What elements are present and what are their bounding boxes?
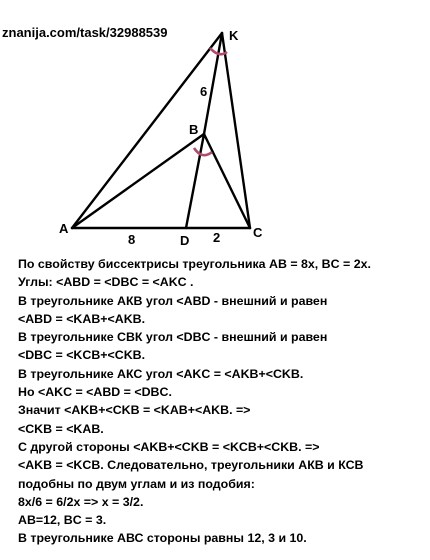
solution-line: С другой стороны <AKB+<CKB = <KCB+<CKB. => (18, 439, 320, 454)
solution-line: В треугольнике АКВ угол <ABD - внешний и равен (18, 293, 328, 308)
solution-text (18, 255, 428, 548)
solution-line: подобны по двум углам и из подобия: (18, 476, 255, 491)
solution-line: AB=12, BC = 3. (18, 513, 107, 528)
solution-line: <DBC = <KCB+<CKB. (18, 348, 146, 363)
solution-line: В треугольнике СВК угол <DBC - внешний и равен (18, 330, 328, 345)
point-label-B: B (189, 122, 199, 137)
solution-line: По свойству биссектрисы треугольника AB = 8x, BC = 2x. (18, 257, 371, 271)
point-label-C: C (253, 225, 263, 240)
segment-AB (72, 134, 204, 228)
segment-length-AD: 8 (128, 232, 136, 247)
solution-line: В треугольнике АВС стороны равны 12, 3 и 10. (18, 531, 307, 546)
geometry-figure (0, 0, 430, 250)
solution-line: <CKB = <KAB. (18, 421, 104, 436)
solution-line: Углы: <ABD = <DBC = <AKC . (18, 275, 194, 290)
solution-line: <ABD = <KAB+<AKB. (18, 311, 146, 326)
solution-line: В треугольнике АКС угол <AKC = <AKB+<CKB. (18, 366, 304, 381)
solution-line: <AKB = <KCB. Следовательно, треугольники АКВ и КСВ (18, 458, 364, 473)
point-label-A: A (59, 221, 69, 236)
point-label-D: D (180, 233, 190, 248)
segment-length-DC: 2 (213, 230, 221, 245)
segment-AK (72, 33, 222, 228)
angle-mark-B (194, 148, 212, 155)
solution-line: Но <AKC = <ABD = <DBC. (18, 385, 172, 400)
point-label-K: K (229, 28, 239, 43)
segment-length-BK: 6 (200, 84, 208, 99)
solution-line: 8x/6 = 6/2x => x = 3/2. (18, 494, 144, 509)
solution-line: Значит <AKB+<CKB = <KAB+<AKB. => (18, 403, 251, 418)
source-watermark: znanija.com/task/32988539 (2, 25, 168, 40)
